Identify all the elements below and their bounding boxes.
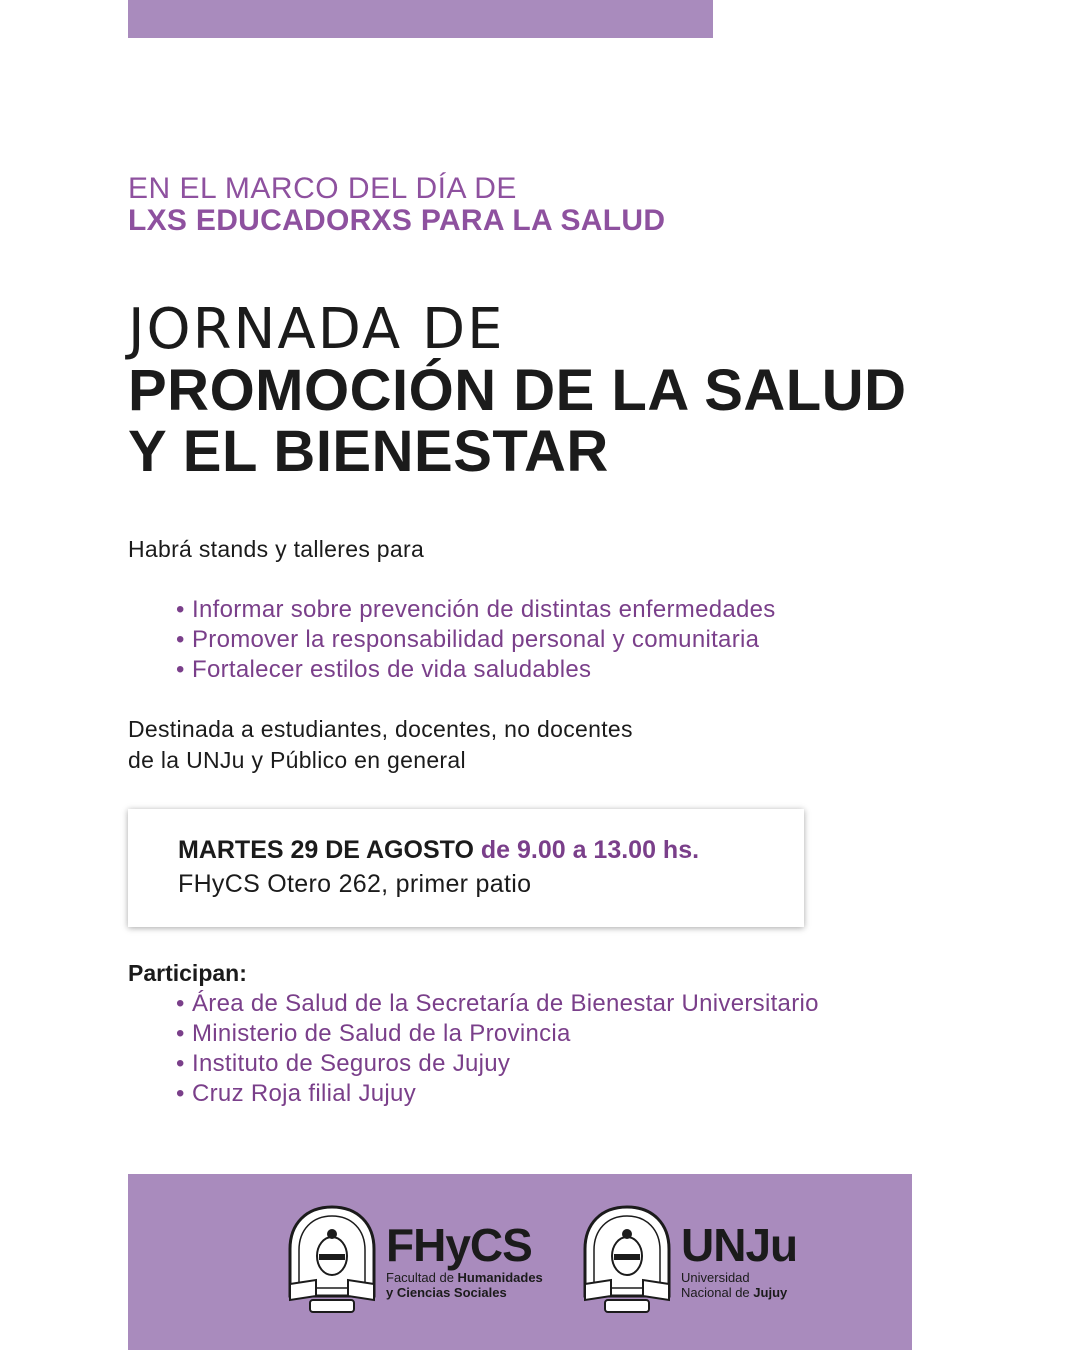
fhycs-logo-text xyxy=(386,1220,543,1300)
list-item-text: Informar sobre prevención de distintas enfermedades xyxy=(192,596,776,623)
fhycs-sub-a: Facultad de xyxy=(386,1270,458,1285)
university-seal-icon xyxy=(581,1204,673,1316)
unju-logo xyxy=(581,1204,797,1316)
bullet-icon: • xyxy=(176,1080,185,1107)
list-item xyxy=(176,655,776,685)
event-place: FHyCS Otero 262, primer patio xyxy=(178,870,532,898)
list-item xyxy=(176,1079,819,1109)
list-item-text: Promover la responsabilidad personal y comunitaria xyxy=(192,626,760,653)
bullet-icon: • xyxy=(176,1050,185,1077)
fhycs-subtitle-1 xyxy=(386,1270,543,1285)
list-item-text: Ministerio de Salud de la Provincia xyxy=(192,1020,571,1047)
list-item-text: Cruz Roja filial Jujuy xyxy=(192,1080,417,1107)
list-item-text: Instituto de Seguros de Jujuy xyxy=(192,1050,511,1077)
fhycs-name: FHyCS xyxy=(386,1219,532,1271)
top-accent-bar xyxy=(128,0,713,38)
unju-sub-a: Nacional de xyxy=(681,1285,754,1300)
page-title xyxy=(128,297,907,484)
fhycs-logo xyxy=(286,1204,543,1316)
university-seal-icon xyxy=(286,1204,378,1316)
audience-text xyxy=(128,714,633,776)
list-item xyxy=(176,989,819,1019)
event-date: MARTES 29 DE AGOSTO xyxy=(178,836,474,864)
footer-band xyxy=(128,1174,912,1350)
list-item-text: Fortalecer estilos de vida saludables xyxy=(192,656,592,683)
title-prefix: JORNADA DE xyxy=(128,297,505,362)
participants-list xyxy=(176,989,819,1109)
list-item xyxy=(176,1019,819,1049)
aims-list xyxy=(176,595,776,685)
event-time: de 9.00 a 13.00 hs. xyxy=(480,836,700,864)
audience-line-1: Destinada a estudiantes, docentes, no docentes xyxy=(128,716,633,742)
bullet-icon: • xyxy=(176,990,185,1017)
unju-name: UNJu xyxy=(681,1219,798,1271)
event-datetime xyxy=(178,836,699,865)
title-line-2: Y EL BIENESTAR xyxy=(128,419,609,484)
intro-text: Habrá stands y talleres para xyxy=(128,536,425,562)
bullet-icon: • xyxy=(176,656,185,683)
fhycs-sub-c: y Ciencias Sociales xyxy=(386,1285,507,1300)
unju-subtitle-1: Universidad xyxy=(681,1270,750,1285)
unju-sub-b: Jujuy xyxy=(753,1285,788,1300)
fhycs-subtitle-2 xyxy=(386,1285,543,1300)
title-line-1: PROMOCIÓN DE LA SALUD xyxy=(128,358,907,423)
list-item-text: Área de Salud de la Secretaría de Bienestar Universitario xyxy=(192,990,819,1017)
list-item xyxy=(176,1049,819,1079)
list-item xyxy=(176,595,776,625)
list-item xyxy=(176,625,776,655)
fhycs-sub-b: Humanidades xyxy=(457,1270,543,1285)
intro-line-2: LXS EDUCADORXS PARA LA SALUD xyxy=(128,204,666,237)
bullet-icon: • xyxy=(176,626,185,653)
unju-logo-text xyxy=(681,1220,797,1300)
participants-label: Participan: xyxy=(128,960,247,986)
unju-subtitle-2 xyxy=(681,1285,797,1300)
audience-line-2: de la UNJu y Público en general xyxy=(128,747,466,773)
event-info-box xyxy=(128,809,804,927)
bullet-icon: • xyxy=(176,1020,185,1047)
intro-line-1: EN EL MARCO DEL DÍA DE xyxy=(128,172,517,205)
bullet-icon: • xyxy=(176,596,185,623)
intro-heading xyxy=(128,173,665,237)
